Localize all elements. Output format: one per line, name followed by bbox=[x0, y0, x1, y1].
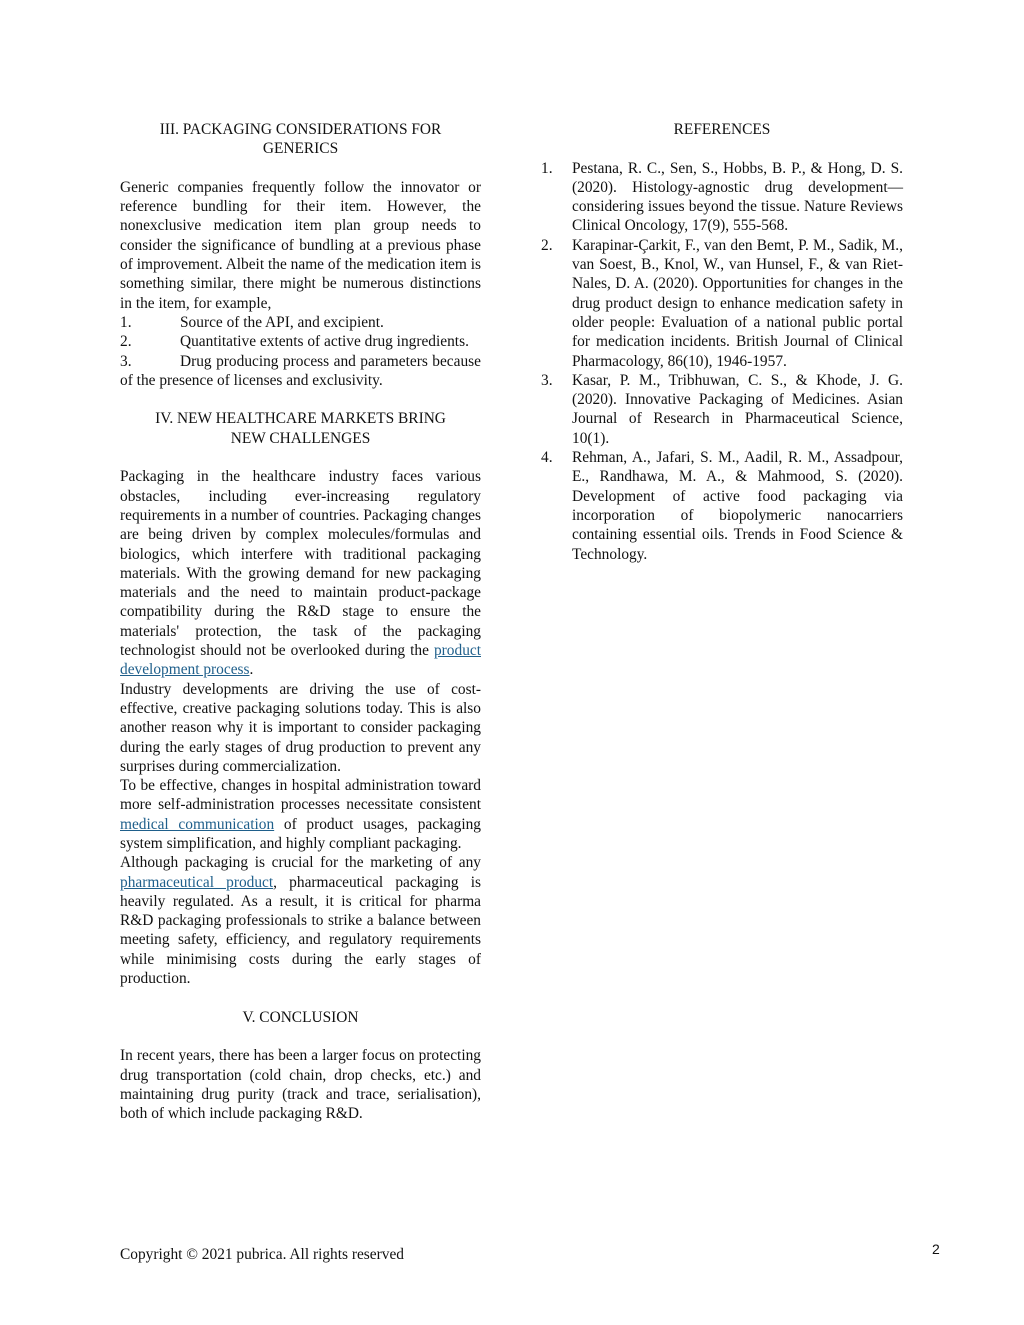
section-3-heading-line1: III. PACKAGING CONSIDERATIONS FOR bbox=[159, 121, 442, 138]
section-4-paragraph-3: To be effective, changes in hospital administration toward more self-administration processes necessitate consistent medical communication of product usages, packaging system simplification, and highly compliant packaging. bbox=[120, 777, 481, 852]
reference-item: 2. Karapinar-Çarkit, F., van den Bemt, P. M., Sadik, M., van Soest, B., Knol, W., van Hunsel, F., & van Riet-Nales, D. A. (2020). Opportunities for changes in the drug product design to enhance medication safety in older people: Evaluation of a national public portal for medication incidents. British Journal of Clinical Pharmacology, 86(10), 1946-1957. bbox=[541, 236, 903, 370]
section-4-heading bbox=[120, 409, 481, 448]
list-item: 1. Source of the API, and excipient. bbox=[120, 313, 384, 331]
section-3-heading-line2: GENERICS bbox=[262, 140, 339, 158]
medical-communication-link[interactable]: medical communication bbox=[120, 815, 275, 833]
section-4-paragraph-2: Industry developments are driving the use of cost-effective, creative packaging solutions today. This is also another reason why it is important to consider packaging during the early stages of drug production to prevent any surprises during commercialization. bbox=[120, 680, 481, 775]
left-column bbox=[120, 120, 481, 1123]
page-number: 2 bbox=[932, 1241, 940, 1257]
section-4-paragraph-4: Although packaging is crucial for the marketing of any pharmaceutical product, pharmaceutical packaging is heavily regulated. As a result, it is critical for pharma R&D packaging professionals to strike a balance between meeting safety, efficiency, and regulatory requirements while minimising costs during the early stages of production. bbox=[120, 854, 481, 988]
reference-item: 3. Kasar, P. M., Tribhuwan, C. S., & Khode, J. G. (2020). Innovative Packaging of Medicines. Asian Journal of Research in Pharmaceutical Science, 10(1). bbox=[541, 371, 903, 447]
pharmaceutical-product-link[interactable]: pharmaceutical product bbox=[120, 873, 274, 891]
section-3-paragraph: Generic companies frequently follow the innovator or reference bundling for their item. However, the nonexclusive medication item plan group needs to consider the significance of bundling at a previous phase of improvement. Albeit the name of the medication item is something similar, there might be numerous distinctions in the item, for example, bbox=[120, 178, 481, 312]
right-column bbox=[541, 120, 903, 564]
section-5-paragraph: In recent years, there has been a larger focus on protecting drug transportation (cold chain, drop checks, etc.) and maintaining drug purity (track and trace, serialisation), both of which include packaging R&D. bbox=[120, 1047, 481, 1123]
section-3-heading bbox=[120, 120, 481, 159]
references-heading: REFERENCES bbox=[673, 121, 771, 138]
reference-item: 4. Rehman, A., Jafari, S. M., Aadil, R. M., Assadpour, E., Randhawa, M. A., & Mahmood, S. (2020). Development of active food packaging via incorporation of biopolymeric nanocarriers containing essential oils. Trends in Food Science & Technology. bbox=[541, 449, 903, 563]
list-item: 3. Drug producing process and parameters because of the presence of licenses and exclusivity. bbox=[120, 352, 481, 389]
section-4-paragraph-1: Packaging in the healthcare industry faces various obstacles, including ever-increasing regulatory requirements in a number of countries. Packaging changes are being driven by complex molecules/formulas and biologics, which interfere with traditional packaging materials. With the growing demand for new packaging materials and the need to maintain product-package compatibility during the R&D stage to ensure the materials' protection, the task of the packaging technologist should not be overlooked during the product development process. bbox=[120, 468, 481, 679]
copyright-footer: Copyright © 2021 pubrica. All rights reserved bbox=[120, 1246, 404, 1263]
section-5-heading: V. CONCLUSION bbox=[242, 1008, 359, 1026]
section-4-heading-line2: NEW CHALLENGES bbox=[230, 429, 371, 447]
section-4-heading-line1: IV. NEW HEALTHCARE MARKETS BRING bbox=[155, 410, 446, 428]
references-list bbox=[541, 159, 903, 564]
reference-item: 1. Pestana, R. C., Sen, S., Hobbs, B. P., & Hong, D. S. (2020). Histology-agnostic drug development—considering issues beyond the tissue. Nature Reviews Clinical Oncology, 17(9), 555-568. bbox=[541, 159, 903, 235]
product-development-link[interactable]: product development process bbox=[120, 642, 481, 679]
list-item: 2. Quantitative extents of active drug ingredients. bbox=[120, 333, 469, 351]
